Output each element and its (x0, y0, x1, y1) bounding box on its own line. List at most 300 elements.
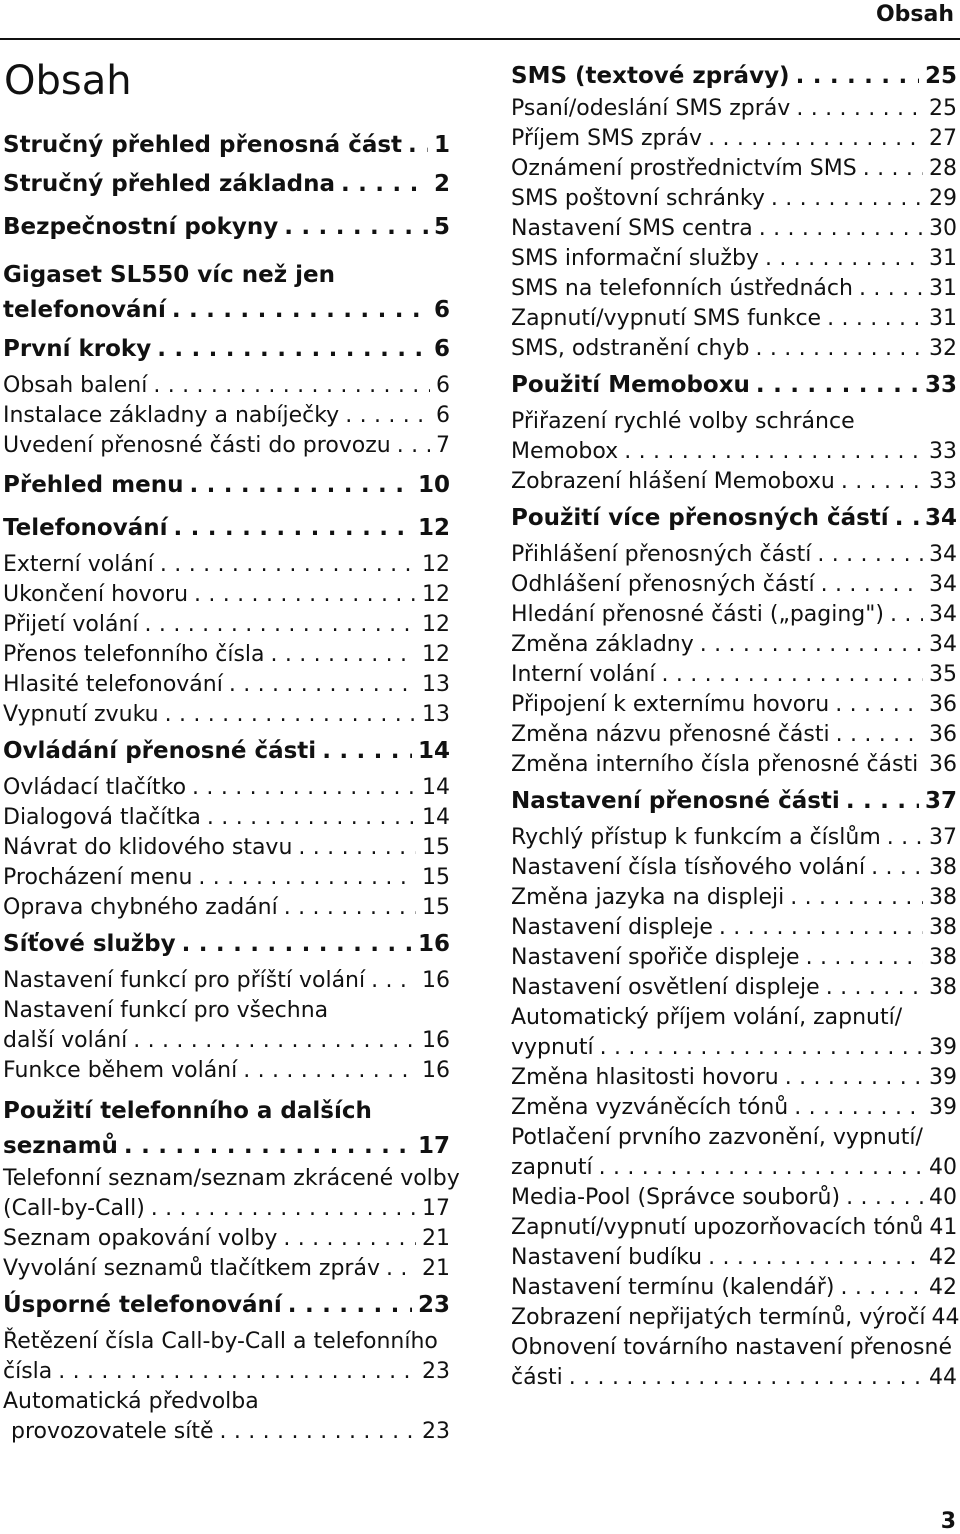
toc-label: (Call-by-Call) (3, 1196, 145, 1221)
toc-entry[interactable] (3, 1128, 450, 1164)
toc-entry[interactable] (511, 94, 957, 124)
toc-entry[interactable] (511, 1033, 957, 1063)
toc-entry[interactable] (3, 127, 450, 163)
toc-page: 15 (422, 895, 450, 920)
toc-leader (840, 1183, 923, 1213)
toc-entry[interactable] (3, 550, 450, 580)
toc-leader (881, 823, 923, 853)
toc-page: 42 (929, 1245, 957, 1270)
toc-leader (223, 670, 416, 700)
toc-label: Odhlášení přenosných částí (511, 572, 815, 597)
toc-column-left (3, 127, 460, 1447)
toc-entry[interactable] (511, 244, 957, 274)
toc-leader (277, 1224, 416, 1254)
toc-entry[interactable] (511, 943, 957, 973)
toc-label: provozovatele sítě (11, 1419, 214, 1444)
toc-entry[interactable] (511, 1273, 957, 1303)
toc-label: Přihlášení přenosných částí (511, 542, 812, 567)
toc-entry[interactable] (511, 58, 957, 94)
toc-label: Obsah balení (3, 373, 148, 398)
header-rule (0, 38, 960, 40)
toc-label: Změna hlasitosti hovoru (511, 1065, 779, 1090)
toc-leader (176, 923, 412, 966)
toc-entry[interactable] (3, 163, 450, 206)
toc-entry[interactable] (511, 780, 957, 823)
toc-entry-line1: Nastavení funkcí pro všechna (3, 998, 329, 1023)
toc-page: 32 (929, 336, 957, 361)
toc-entry[interactable] (3, 863, 450, 893)
toc-label: čísla (3, 1359, 53, 1384)
toc-leader (339, 401, 430, 431)
toc-leader (840, 780, 919, 823)
toc-page: 27 (929, 126, 957, 151)
toc-leader (702, 1243, 923, 1273)
toc-label: Interní volání (511, 662, 656, 687)
toc-page: 33 (924, 372, 957, 398)
toc-page: 5 (433, 214, 450, 240)
toc-label: Stručný přehled základna (3, 171, 335, 197)
toc-label: Funkce během volání (3, 1058, 238, 1083)
toc-label: Síťové služby (3, 931, 176, 957)
toc-page: 16 (422, 968, 450, 993)
toc-entry[interactable] (511, 334, 957, 364)
toc-page: 14 (417, 738, 450, 764)
toc-label: Nastavení přenosné části (511, 788, 840, 814)
toc-page: 34 (929, 572, 957, 597)
toc-label: Ukončení hovoru (3, 582, 189, 607)
toc-entry-line1: Obnovení továrního nastavení přenosné (511, 1335, 952, 1360)
toc-label: Přehled menu (3, 472, 184, 498)
toc-label: Nastavení spořiče displeje (511, 945, 800, 970)
toc-leader (884, 600, 923, 630)
toc-entry[interactable] (511, 274, 957, 304)
toc-page: 14 (422, 805, 450, 830)
toc-entry[interactable] (511, 1363, 957, 1393)
toc-leader (278, 893, 416, 923)
toc-leader (265, 640, 416, 670)
toc-leader (316, 730, 412, 773)
toc-page: 14 (422, 775, 450, 800)
toc-page: 37 (924, 788, 957, 814)
toc-label: telefonování (3, 297, 166, 323)
toc-entry[interactable] (3, 640, 450, 670)
toc-leader (186, 773, 416, 803)
toc-entry[interactable] (511, 154, 957, 184)
toc-leader (563, 1363, 923, 1393)
toc-page: 44 (929, 1365, 957, 1390)
toc-leader (391, 431, 430, 461)
toc-page: 39 (929, 1095, 957, 1120)
toc-page: 40 (929, 1155, 957, 1180)
toc-entry[interactable] (3, 923, 450, 966)
toc-label: Návrat do klidového stavu (3, 835, 293, 860)
toc-entry-line1: Řetězení čísla Call-by-Call a telefonního (3, 1329, 438, 1354)
toc-page: 34 (924, 505, 957, 531)
toc-leader (750, 364, 919, 407)
toc-entry[interactable] (511, 364, 957, 407)
toc-page: 6 (433, 297, 450, 323)
toc-entry[interactable] (3, 431, 450, 461)
toc-entry[interactable] (511, 973, 957, 1003)
toc-page: 33 (929, 439, 957, 464)
toc-page: 39 (929, 1035, 957, 1060)
toc-entry[interactable] (511, 660, 957, 690)
toc-leader (790, 58, 919, 94)
toc-leader (857, 154, 923, 184)
toc-leader (889, 497, 919, 540)
toc-page: 41 (929, 1215, 958, 1240)
toc-entry[interactable] (3, 1254, 450, 1284)
toc-leader (618, 437, 923, 467)
toc-label: Bezpečnostní pokyny (3, 214, 279, 240)
toc-label: Rychlý přístup k funkcím a číslům (511, 825, 881, 850)
toc-entry[interactable] (511, 570, 957, 600)
toc-page: 6 (436, 373, 450, 398)
toc-label: Vyvolání seznamů tlačítkem zpráv (3, 1256, 380, 1281)
toc-page: 34 (929, 542, 957, 567)
toc-label: Vypnutí zvuku (3, 702, 159, 727)
toc-page: 15 (422, 835, 450, 860)
toc-entry[interactable] (3, 1056, 450, 1086)
toc-label: Příjem SMS zpráv (511, 126, 703, 151)
toc-page: 15 (422, 865, 450, 890)
toc-label: Připojení k externímu hovoru (511, 692, 830, 717)
toc-leader (753, 214, 923, 244)
toc-leader (779, 1063, 923, 1093)
toc-entry[interactable] (511, 437, 957, 467)
toc-leader (750, 334, 924, 364)
toc-leader (788, 1093, 923, 1123)
toc-entry[interactable] (511, 853, 957, 883)
toc-label: Použití více přenosných částí (511, 505, 889, 531)
toc-entry[interactable] (3, 1417, 450, 1447)
toc-leader (811, 540, 923, 570)
toc-page: 23 (422, 1359, 450, 1384)
toc-page: 13 (422, 702, 450, 727)
toc-entry-line1: Automatický příjem volání, zapnutí/ (511, 1005, 903, 1030)
toc-page: 38 (929, 855, 957, 880)
toc-entry[interactable] (511, 630, 957, 660)
toc-label: Úsporné telefonování (3, 1292, 282, 1318)
running-header-title: Obsah (875, 2, 954, 27)
toc-leader (365, 966, 416, 996)
toc-label: Nastavení čísla tísňového volání (511, 855, 866, 880)
toc-entry[interactable] (511, 883, 957, 913)
toc-entry[interactable] (511, 600, 957, 630)
toc-page: 44 (931, 1305, 960, 1330)
toc-entry[interactable] (511, 750, 957, 780)
toc-page: 35 (929, 662, 957, 687)
toc-leader (380, 1254, 416, 1284)
toc-entry-line1: Přiřazení rychlé volby schránce (511, 409, 855, 434)
toc-label: zapnutí (511, 1155, 593, 1180)
toc-page: 1 (433, 132, 450, 158)
toc-label: SMS, odstranění chyb (511, 336, 750, 361)
toc-label: Ovládací tlačítko (3, 775, 187, 800)
toc-label: Stručný přehled přenosná část (3, 132, 403, 158)
toc-entry[interactable] (511, 1213, 957, 1243)
toc-label: Psaní/odeslání SMS zpráv (511, 96, 791, 121)
toc-label: Hlasité telefonování (3, 672, 223, 697)
page-number: 3 (940, 1509, 956, 1534)
toc-entry-line1: Potlačení prvního zazvonění, vypnutí/ (511, 1125, 923, 1150)
toc-page: 23 (417, 1292, 450, 1318)
toc-page: 31 (929, 306, 957, 331)
toc-leader (151, 328, 428, 371)
toc-entry[interactable] (511, 184, 957, 214)
toc-page: 37 (929, 825, 957, 850)
toc-leader (282, 1284, 412, 1327)
toc-entry[interactable] (3, 670, 450, 700)
toc-leader (139, 610, 416, 640)
toc-leader (702, 124, 923, 154)
toc-leader (183, 464, 412, 507)
toc-label: Oznámení prostřednictvím SMS (511, 156, 857, 181)
toc-leader (166, 292, 428, 328)
toc-leader (655, 660, 923, 690)
toc-leader (159, 700, 416, 730)
toc-page: 17 (417, 1133, 450, 1159)
toc-label: Přijetí volání (3, 612, 139, 637)
toc-leader (127, 1026, 416, 1056)
toc-label: Nastavení displeje (511, 915, 713, 940)
toc-page: 12 (422, 612, 450, 637)
toc-leader (402, 127, 428, 163)
toc-label: SMS informační služby (511, 246, 759, 271)
toc-page: 12 (422, 642, 450, 667)
toc-entry[interactable] (3, 730, 450, 773)
toc-leader (784, 883, 923, 913)
toc-label: Seznam opakování volby (3, 1226, 278, 1251)
toc-entry[interactable] (3, 206, 450, 249)
toc-leader (594, 1033, 923, 1063)
toc-leader (118, 1128, 412, 1164)
toc-entry[interactable] (3, 1224, 450, 1254)
toc-entry[interactable] (3, 803, 450, 833)
toc-leader (292, 833, 416, 863)
toc-leader (820, 973, 923, 1003)
toc-entry[interactable] (3, 773, 450, 803)
toc-label: Memobox (511, 439, 619, 464)
toc-entry[interactable] (511, 823, 957, 853)
toc-page: 10 (417, 472, 450, 498)
toc-entry[interactable] (511, 1243, 957, 1273)
toc-page: 12 (422, 582, 450, 607)
toc-page: 38 (929, 885, 957, 910)
toc-page: 28 (929, 156, 957, 181)
toc-label: Změna jazyka na displeji (511, 885, 785, 910)
toc-page: 36 (929, 692, 957, 717)
toc-leader (694, 630, 923, 660)
toc-page: 12 (422, 552, 450, 577)
toc-leader (593, 1153, 923, 1183)
toc-page: 21 (422, 1256, 450, 1281)
toc-leader (214, 1417, 416, 1447)
toc-page: 6 (436, 403, 450, 428)
toc-entry[interactable] (3, 292, 450, 328)
toc-label: Ovládání přenosné části (3, 738, 317, 764)
toc-page: 17 (422, 1196, 450, 1221)
toc-label: SMS na telefonních ústřednách (511, 276, 853, 301)
toc-entry[interactable] (511, 1303, 960, 1333)
toc-page: 2 (433, 171, 450, 197)
toc-leader (237, 1056, 416, 1086)
toc-entry[interactable] (3, 328, 450, 371)
toc-page: 31 (929, 276, 957, 301)
toc-entry[interactable] (3, 371, 450, 401)
toc-page: 25 (924, 63, 957, 89)
toc-page: 6 (433, 336, 450, 362)
toc-label: Zapnutí/vypnutí upozorňovacích tónů (511, 1215, 924, 1240)
toc-leader (835, 467, 923, 497)
toc-entry[interactable] (3, 1284, 450, 1327)
toc-leader (167, 507, 412, 550)
toc-label: Nastavení funkcí pro příští volání (3, 968, 366, 993)
toc-leader (759, 244, 923, 274)
toc-page: 23 (422, 1419, 450, 1444)
toc-label: Dialogová tlačítka (3, 805, 201, 830)
toc-page: 16 (422, 1058, 450, 1083)
toc-entry[interactable] (3, 610, 450, 640)
toc-label: Oprava chybného zadání (3, 895, 278, 920)
toc-leader (830, 720, 923, 750)
toc-label: Změna názvu přenosné části (511, 722, 830, 747)
toc-entry[interactable] (3, 700, 450, 730)
toc-leader (800, 943, 923, 973)
toc-entry[interactable] (3, 507, 450, 550)
toc-entry[interactable] (3, 1357, 450, 1387)
toc-page: 21 (422, 1226, 450, 1251)
page-title: Obsah (4, 58, 132, 104)
toc-entry-line1: Automatická předvolba (3, 1389, 259, 1414)
toc-entry[interactable] (511, 304, 957, 334)
toc-label: Nastavení budíku (511, 1245, 703, 1270)
toc-leader (821, 304, 923, 334)
toc-leader (192, 863, 416, 893)
toc-label: SMS poštovní schránky (511, 186, 765, 211)
toc-entry[interactable] (511, 1093, 957, 1123)
toc-page: 42 (929, 1275, 957, 1300)
toc-label: Nastavení SMS centra (511, 216, 753, 241)
toc-entry[interactable] (511, 690, 957, 720)
toc-label: První kroky (3, 336, 152, 362)
toc-entry[interactable] (511, 1183, 957, 1213)
toc-label: Media-Pool (Správce souborů) (511, 1185, 841, 1210)
toc-entry-line1: Použití telefonního a dalších (3, 1098, 372, 1124)
toc-leader (188, 580, 416, 610)
toc-page: 38 (929, 915, 957, 940)
toc-entry[interactable] (511, 467, 957, 497)
toc-leader (147, 371, 430, 401)
toc-label: další volání (3, 1028, 128, 1053)
toc-page: 38 (929, 975, 957, 1000)
toc-label: Hledání přenosné části („paging") (511, 602, 884, 627)
toc-label: Přenos telefonního čísla (3, 642, 265, 667)
toc-label: Zobrazení nepřijatých termínů, výročí (511, 1305, 926, 1330)
toc-entry[interactable] (3, 833, 450, 863)
toc-page: 40 (929, 1185, 957, 1210)
toc-entry[interactable] (511, 497, 957, 540)
toc-label: Instalace základny a nabíječky (3, 403, 340, 428)
toc-leader (145, 1194, 416, 1224)
toc-leader (52, 1357, 416, 1387)
toc-entry[interactable] (3, 1026, 450, 1056)
toc-leader (829, 690, 923, 720)
toc-page: 13 (422, 672, 450, 697)
toc-page: 39 (929, 1065, 957, 1090)
toc-page: 38 (929, 945, 957, 970)
toc-label: části (511, 1365, 563, 1390)
toc-page: 25 (929, 96, 957, 121)
toc-page: 36 (929, 752, 957, 777)
toc-page: 31 (929, 246, 957, 271)
toc-page: 29 (929, 186, 957, 211)
toc-column-right (511, 58, 960, 1393)
toc-label: Nastavení termínu (kalendář) (511, 1275, 835, 1300)
toc-entry[interactable] (511, 720, 957, 750)
toc-entry[interactable] (3, 464, 450, 507)
toc-label: Změna interního čísla přenosné části (511, 752, 919, 777)
toc-entry[interactable] (511, 540, 957, 570)
toc-leader (834, 1273, 923, 1303)
toc-entry[interactable] (3, 401, 450, 431)
toc-entry[interactable] (511, 124, 957, 154)
toc-label: seznamů (3, 1133, 118, 1159)
toc-leader (201, 803, 416, 833)
toc-leader (278, 206, 428, 249)
toc-entry[interactable] (3, 580, 450, 610)
toc-leader (154, 550, 416, 580)
toc-label: Nastavení osvětlení displeje (511, 975, 820, 1000)
toc-entry[interactable] (3, 966, 450, 996)
toc-leader (790, 94, 923, 124)
toc-entry[interactable] (511, 1153, 957, 1183)
toc-label: vypnutí (511, 1035, 594, 1060)
toc-page: 34 (929, 632, 957, 657)
toc-page: 16 (417, 931, 450, 957)
toc-page: 36 (929, 722, 957, 747)
toc-page: 30 (929, 216, 957, 241)
toc-label: Uvedení přenosné části do provozu (3, 433, 391, 458)
toc-leader (853, 274, 923, 304)
toc-leader (815, 570, 923, 600)
toc-label: Zobrazení hlášení Memoboxu (511, 469, 835, 494)
toc-leader (335, 163, 428, 206)
toc-leader (765, 184, 923, 214)
toc-label: SMS (textové zprávy) (511, 63, 790, 89)
toc-label: Změna vyzváněcích tónů (511, 1095, 789, 1120)
toc-label: Použití Memoboxu (511, 372, 750, 398)
toc-entry[interactable] (511, 913, 957, 943)
toc-leader (865, 853, 923, 883)
toc-label: Zapnutí/vypnutí SMS funkce (511, 306, 822, 331)
toc-entry[interactable] (511, 1063, 957, 1093)
toc-entry[interactable] (3, 893, 450, 923)
toc-leader (713, 913, 923, 943)
toc-entry-line1: Telefonní seznam/seznam zkrácené volby (3, 1166, 460, 1191)
toc-label: Externí volání (3, 552, 154, 577)
toc-label: Telefonování (3, 515, 168, 541)
toc-label: Procházení menu (3, 865, 193, 890)
toc-page: 7 (436, 433, 450, 458)
toc-entry[interactable] (3, 1194, 450, 1224)
toc-entry[interactable] (511, 214, 957, 244)
toc-label: Změna základny (511, 632, 694, 657)
toc-page: 34 (929, 602, 957, 627)
toc-page: 12 (417, 515, 450, 541)
toc-page: 33 (929, 469, 957, 494)
toc-page: 16 (422, 1028, 450, 1053)
